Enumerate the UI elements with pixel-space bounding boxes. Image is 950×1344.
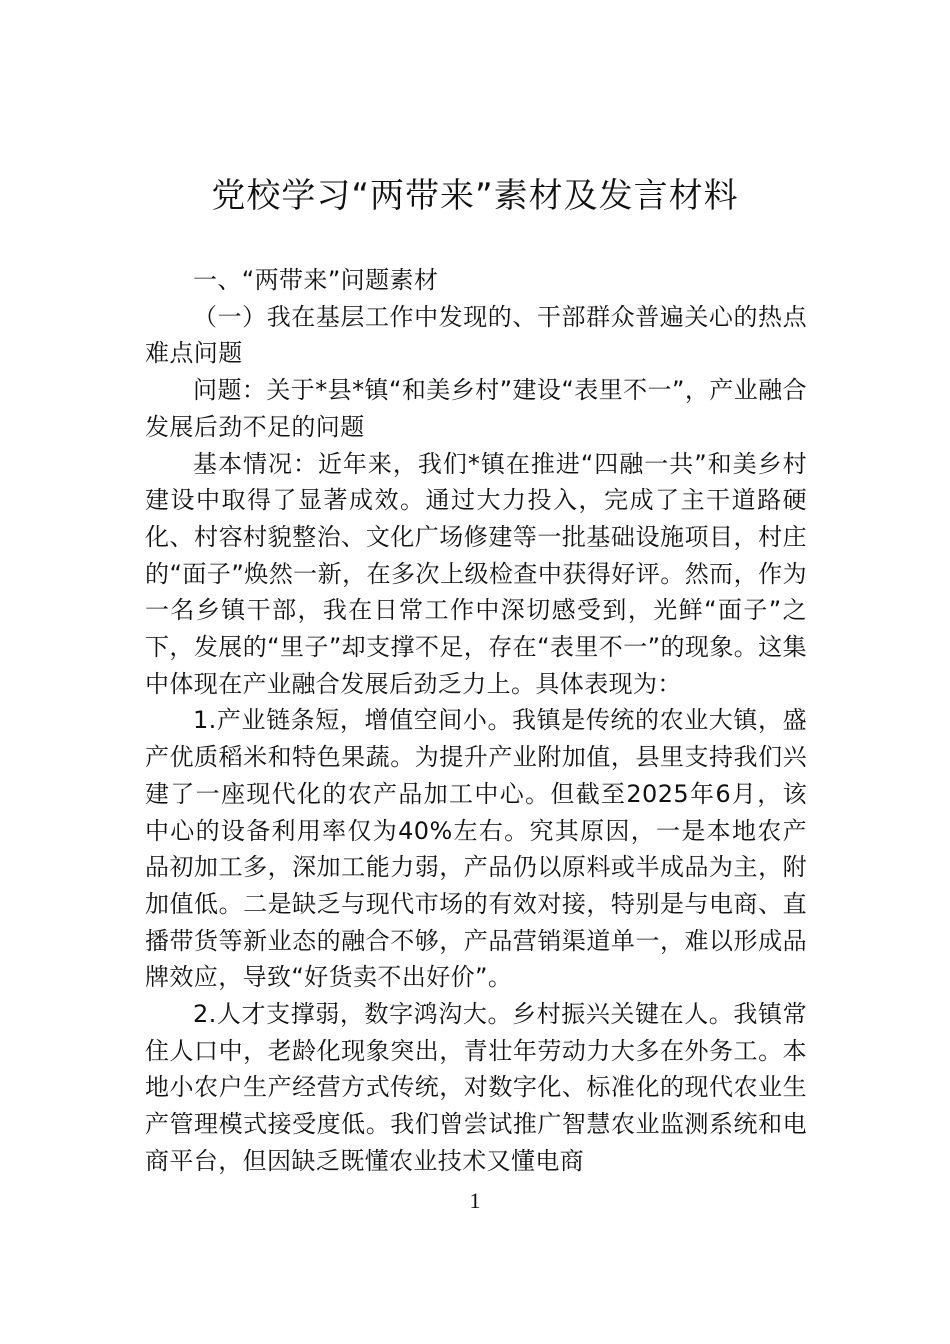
point-1-paragraph: 1.产业链条短，增值空间小。我镇是传统的农业大镇，盛产优质稻米和特色果蔬。为提升产业附加值，县里支持我们兴建了一座现代化的农产品加工中心。但截至2025年6月，该中心的设备利用率仅为40%左右。究其原因，一是本地农产品初加工多，深加工能力弱，产品仍以原料或半成品为主，附加值低。二是缺乏与现代市场的有效对接，特别是与电商、直播带货等新业态的融合不够，产品营销渠道单一，难以形成品牌效应，导致“好货卖不出好价”。 xyxy=(145,706,807,992)
section-heading: 一、“两带来”问题素材 xyxy=(193,266,439,294)
subsection-heading: （一）我在基层工作中发现的、干部群众普遍关心的热点难点问题 xyxy=(145,302,807,368)
page-number: 1 xyxy=(469,1188,481,1213)
problem-statement: 问题：关于*县*镇“和美乡村”建设“表里不一”，产业融合发展后劲不足的问题 xyxy=(145,376,807,441)
basic-situation-paragraph: 基本情况：近年来，我们*镇在推进“四融一共”和美乡村建设中取得了显著成效。通过大力投入，完成了主干道路硬化、村容村貌整治、文化广场修建等一批基础设施项目，村庄的“面子”焕然一新，在多次上级检查中获得好评。然而，作为一名乡镇干部，我在日常工作中深切感受到，光鲜“面子”之下，发展的“里子”却支撑不足，存在“表里不一”的现象。这集中体现在产业融合发展后劲乏力上。具体表现为： xyxy=(145,449,807,698)
document-body xyxy=(145,262,807,1180)
document-title: 党校学习“两带来”素材及发言材料 xyxy=(211,176,739,216)
point-2-paragraph: 2.人才支撑弱，数字鸿沟大。乡村振兴关键在人。我镇常住人口中，老龄化现象突出，青壮年劳动力大多在外务工。本地小农户生产经营方式传统，对数字化、标准化的现代农业生产管理模式接受度低。我们曾尝试推广智慧农业监测系统和电商平台，但因缺乏既懂农业技术又懂电商 xyxy=(145,1000,807,1175)
